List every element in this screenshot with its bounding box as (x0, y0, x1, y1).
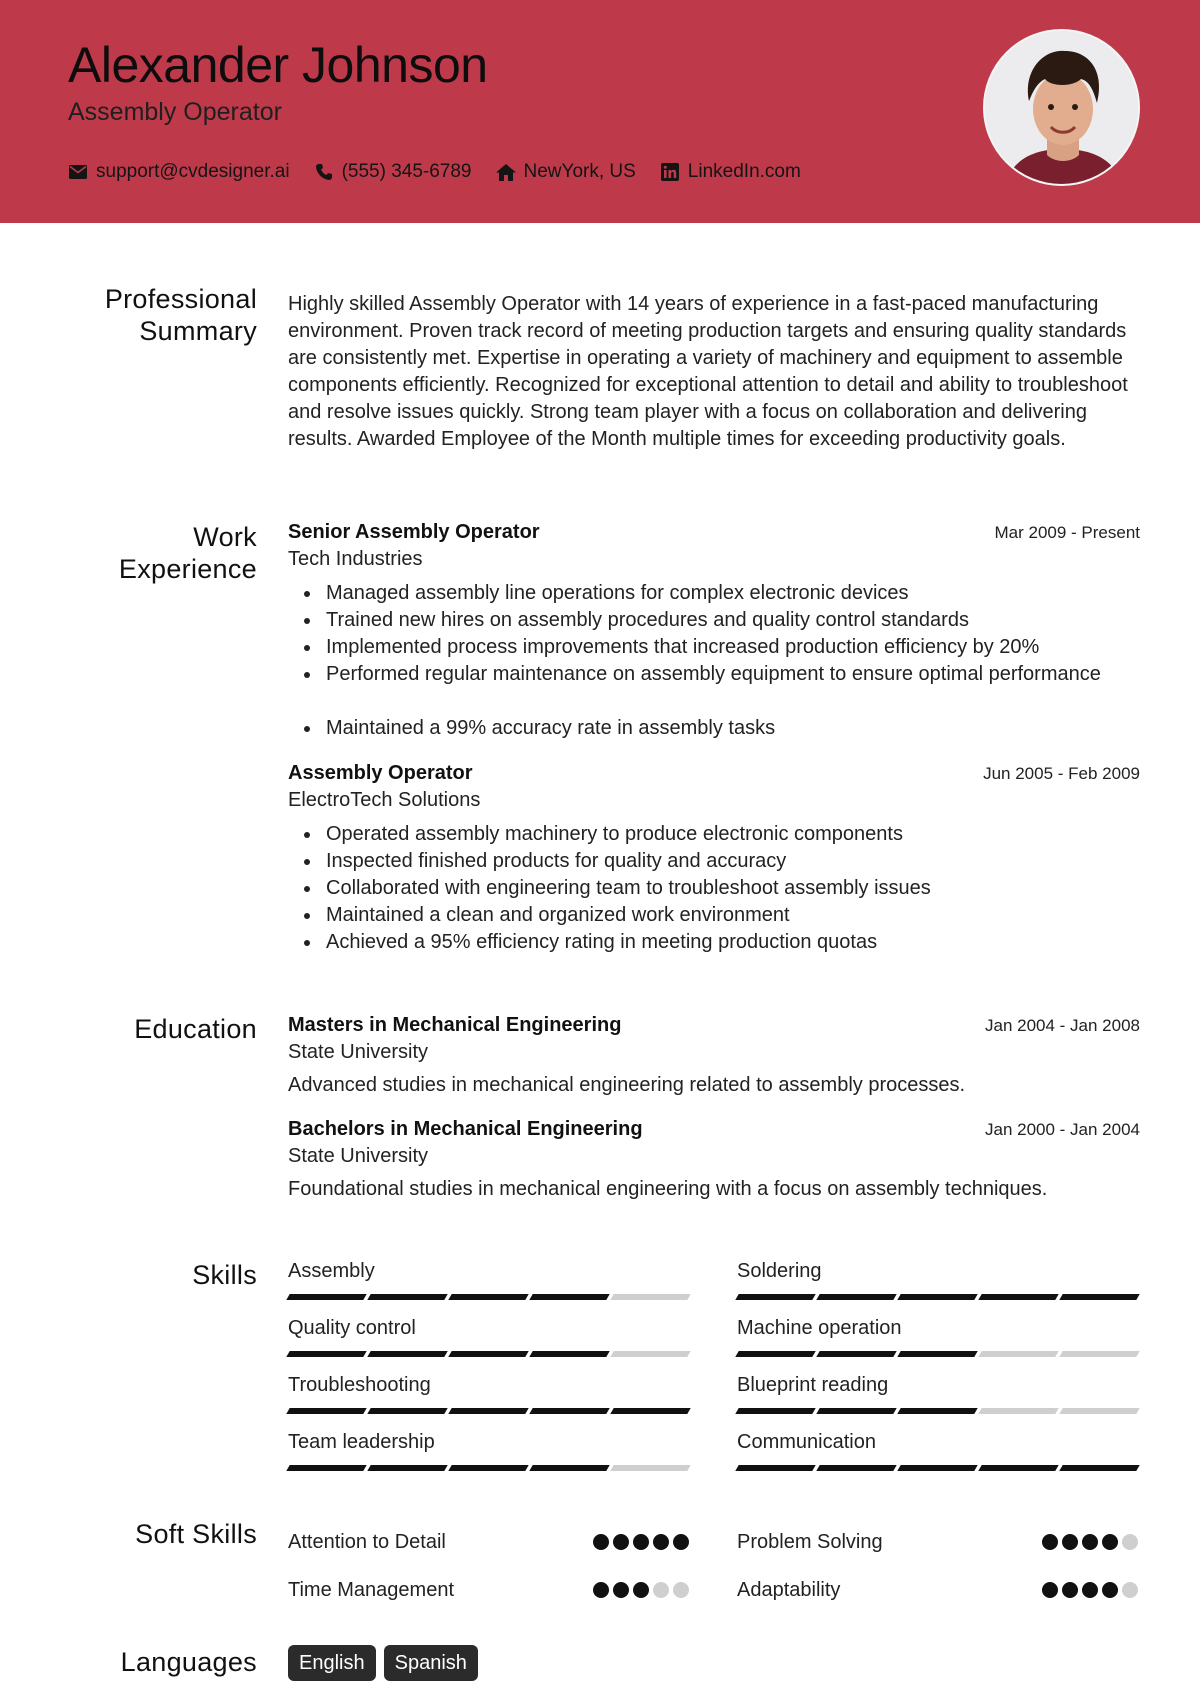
skill-name: Assembly (288, 1260, 375, 1282)
rating-dot (1082, 1534, 1098, 1550)
skill-item (288, 1372, 689, 1429)
skill-level-segment (286, 1294, 366, 1300)
school-name: State University (288, 1145, 429, 1167)
bullet-item: Collaborated with engineering team to troubleshoot assembly issues (288, 875, 1140, 902)
skill-level-bar (737, 1351, 1138, 1357)
section-title-education: Education (134, 1014, 257, 1044)
job-bullets (288, 821, 1140, 956)
envelope-icon (68, 162, 88, 182)
skill-level-bar (288, 1408, 689, 1414)
rating-dot (653, 1534, 669, 1550)
bullet-item: Performed regular maintenance on assembly equipment to ensure optimal performance (288, 661, 1140, 688)
section-title-summary: Professional Summary (104, 284, 257, 346)
rating-dot (613, 1534, 629, 1550)
skill-level-segment (529, 1351, 609, 1357)
linkedin-icon (660, 162, 680, 182)
language-tag: Spanish (384, 1645, 478, 1681)
bullet-item: Operated assembly machinery to produce electronic components (288, 821, 1140, 848)
soft-skill-rating (593, 1534, 689, 1550)
skill-item (288, 1315, 689, 1372)
language-list (288, 1645, 478, 1681)
soft-skill-name: Time Management (288, 1578, 454, 1601)
education-description: Foundational studies in mechanical engineering with a focus on assembly techniques. (288, 1178, 1048, 1200)
soft-skill-rating (593, 1582, 689, 1598)
education-dates: Jan 2000 - Jan 2004 (984, 1120, 1140, 1139)
degree-title: Masters in Mechanical Engineering (288, 1014, 622, 1036)
skill-level-segment (897, 1294, 977, 1300)
skill-level-bar (737, 1408, 1138, 1414)
job-title: Assembly Operator (288, 762, 473, 784)
section-title-skills: Skills (192, 1260, 257, 1290)
education-entry (288, 1014, 1140, 1099)
skill-item (737, 1429, 1138, 1486)
skill-level-segment (448, 1465, 528, 1471)
skill-level-segment (735, 1294, 815, 1300)
education-entry (288, 1118, 1140, 1203)
skill-level-segment (1059, 1408, 1139, 1414)
contact-email-text: support@cvdesigner.ai (96, 161, 290, 182)
soft-skill-rating (1042, 1582, 1138, 1598)
bullet-item: Achieved a 95% efficiency rating in meeting production quotas (288, 929, 1140, 956)
skill-level-segment (367, 1408, 447, 1414)
soft-skill-item (737, 1518, 1138, 1566)
job-dates: Jun 2005 - Feb 2009 (983, 764, 1140, 783)
job-company: Tech Industries (288, 548, 423, 570)
bullet-item: Maintained a clean and organized work environment (288, 902, 1140, 929)
skill-level-segment (367, 1351, 447, 1357)
soft-skill-item (288, 1518, 689, 1566)
rating-dot (1122, 1582, 1138, 1598)
skill-level-segment (978, 1351, 1058, 1357)
skill-level-bar (288, 1351, 689, 1357)
bullet-item: Maintained a 99% accuracy rate in assembly tasks (288, 715, 1140, 742)
bullet-item: Implemented process improvements that increased production efficiency by 20% (288, 634, 1140, 661)
skill-level-segment (367, 1465, 447, 1471)
skill-level-segment (978, 1465, 1058, 1471)
section-title-soft-skills: Soft Skills (135, 1519, 257, 1549)
job-title: Senior Assembly Operator (288, 521, 540, 543)
education-dates: Jan 2004 - Jan 2008 (984, 1016, 1140, 1035)
header-banner (0, 0, 1200, 223)
bullet-item: Inspected finished products for quality and accuracy (288, 848, 1140, 875)
skill-level-segment (286, 1351, 366, 1357)
rating-dot (1042, 1582, 1058, 1598)
skill-level-segment (367, 1294, 447, 1300)
skill-level-segment (448, 1408, 528, 1414)
rating-dot (673, 1582, 689, 1598)
rating-dot (633, 1582, 649, 1598)
candidate-name: Alexander Johnson (68, 37, 488, 93)
job-entry (288, 762, 1140, 956)
soft-skills-grid (288, 1518, 1140, 1614)
rating-dot (593, 1534, 609, 1550)
job-entry (288, 521, 1140, 742)
home-icon (496, 162, 516, 182)
bullet-item: Trained new hires on assembly procedures and quality control standards (288, 607, 1140, 634)
candidate-role: Assembly Operator (68, 98, 282, 126)
skill-name: Blueprint reading (737, 1374, 889, 1396)
skill-item (737, 1258, 1138, 1315)
skill-level-segment (1059, 1351, 1139, 1357)
bullet-item: Managed assembly line operations for complex electronic devices (288, 580, 1140, 607)
skill-level-segment (448, 1351, 528, 1357)
school-name: State University (288, 1041, 429, 1063)
section-title-work: Work Experience (118, 522, 257, 584)
soft-skill-rating (1042, 1534, 1138, 1550)
skill-level-segment (529, 1465, 609, 1471)
contact-list (68, 159, 825, 185)
skill-level-bar (737, 1465, 1138, 1471)
skill-level-segment (286, 1465, 366, 1471)
skill-level-segment (610, 1408, 690, 1414)
contact-linkedin-text: LinkedIn.com (687, 161, 801, 182)
rating-dot (1102, 1582, 1118, 1598)
contact-email[interactable] (68, 161, 290, 183)
skill-level-segment (529, 1294, 609, 1300)
section-title-languages: Languages (120, 1647, 257, 1677)
skill-level-segment (816, 1408, 896, 1414)
skill-level-segment (610, 1351, 690, 1357)
contact-location (496, 161, 636, 183)
rating-dot (613, 1582, 629, 1598)
job-company: ElectroTech Solutions (288, 789, 481, 811)
skill-item (737, 1372, 1138, 1429)
skill-item (288, 1258, 689, 1315)
skill-level-segment (897, 1465, 977, 1471)
soft-skill-item (737, 1566, 1138, 1614)
rating-dot (593, 1582, 609, 1598)
skill-level-segment (610, 1294, 690, 1300)
skill-name: Soldering (737, 1260, 822, 1282)
soft-skill-item (288, 1566, 689, 1614)
skill-name: Team leadership (288, 1431, 435, 1453)
skill-level-bar (737, 1294, 1138, 1300)
skill-name: Quality control (288, 1317, 416, 1339)
job-bullets (288, 580, 1140, 742)
rating-dot (1062, 1582, 1078, 1598)
skill-level-segment (1059, 1465, 1139, 1471)
skill-level-segment (1059, 1294, 1139, 1300)
rating-dot (1042, 1534, 1058, 1550)
skills-grid (288, 1258, 1140, 1486)
rating-dot (633, 1534, 649, 1550)
education-description: Advanced studies in mechanical engineering related to assembly processes. (288, 1074, 966, 1096)
contact-location-text: NewYork, US (523, 161, 636, 182)
rating-dot (653, 1582, 669, 1598)
phone-icon (314, 162, 334, 182)
soft-skill-name: Attention to Detail (288, 1530, 446, 1553)
skill-level-segment (735, 1351, 815, 1357)
profile-photo (983, 29, 1140, 186)
summary-text: Highly skilled Assembly Operator with 14 years of experience in a fast-paced manufacturing environment. Proven track record of meeting production targets and ensuring quality standards are consistently met. Expertise in operating a variety of machinery and equipment to assemble components efficiently. Recognized for exceptional attention to detail and ability to troubleshoot and resolve issues quickly. Strong team player with a focus on collaboration and delivering results. Awarded Employee of the Month multiple times for exceeding productivity goals. (288, 293, 1128, 450)
skill-level-segment (735, 1465, 815, 1471)
skill-level-segment (286, 1408, 366, 1414)
rating-dot (673, 1534, 689, 1550)
soft-skill-name: Adaptability (737, 1578, 841, 1601)
contact-linkedin[interactable] (660, 161, 801, 183)
skill-level-segment (816, 1294, 896, 1300)
soft-skill-name: Problem Solving (737, 1530, 883, 1553)
skill-level-segment (735, 1408, 815, 1414)
rating-dot (1102, 1534, 1118, 1550)
skill-name: Communication (737, 1431, 876, 1453)
skill-level-segment (897, 1351, 977, 1357)
job-dates: Mar 2009 - Present (994, 523, 1140, 542)
skill-level-segment (816, 1465, 896, 1471)
skill-item (288, 1429, 689, 1486)
skill-level-bar (288, 1294, 689, 1300)
language-tag: English (288, 1645, 376, 1681)
skill-level-segment (529, 1408, 609, 1414)
skill-name: Machine operation (737, 1317, 902, 1339)
skill-level-segment (897, 1408, 977, 1414)
rating-dot (1062, 1534, 1078, 1550)
skill-level-segment (978, 1408, 1058, 1414)
skill-level-segment (610, 1465, 690, 1471)
skill-level-bar (288, 1465, 689, 1471)
skill-item (737, 1315, 1138, 1372)
contact-phone[interactable] (314, 161, 472, 183)
rating-dot (1082, 1582, 1098, 1598)
degree-title: Bachelors in Mechanical Engineering (288, 1118, 643, 1140)
skill-name: Troubleshooting (288, 1374, 431, 1396)
contact-phone-text: (555) 345-6789 (341, 161, 472, 182)
rating-dot (1122, 1534, 1138, 1550)
skill-level-segment (448, 1294, 528, 1300)
skill-level-segment (816, 1351, 896, 1357)
skill-level-segment (978, 1294, 1058, 1300)
